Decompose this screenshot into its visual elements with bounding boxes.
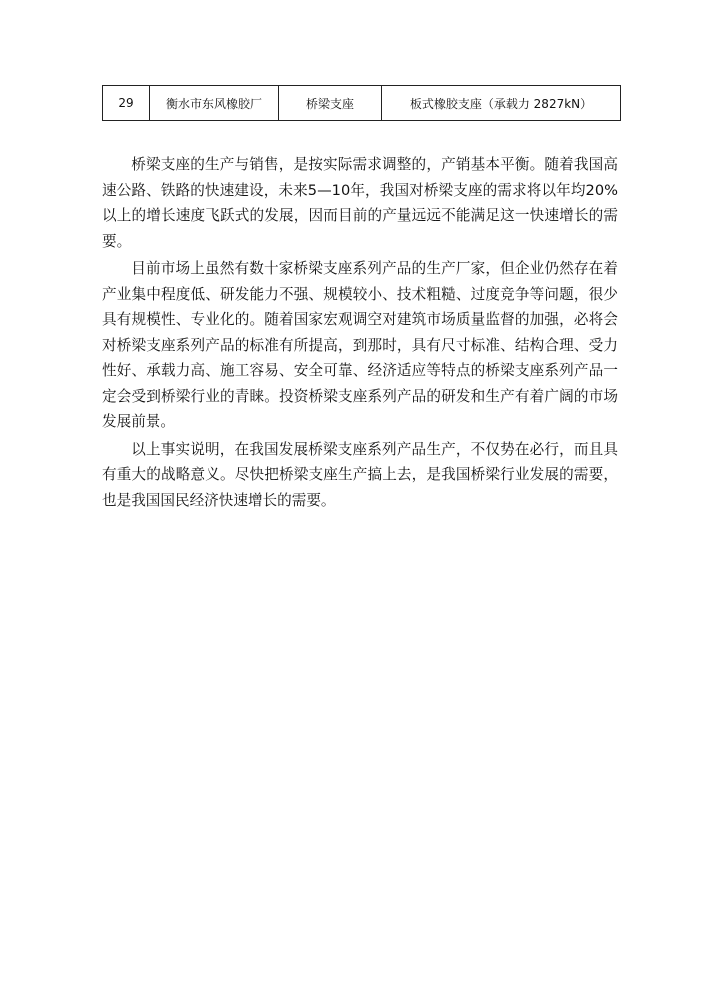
- table-cell-number: 29: [103, 86, 150, 121]
- table-cell-product-spec: 板式橡胶支座（承载力 2827kN）: [382, 86, 621, 121]
- table-cell-product-category: 桥梁支座: [279, 86, 382, 121]
- table-cell-manufacturer: 衡水市东风橡胶厂: [150, 86, 279, 121]
- paragraph: 目前市场上虽然有数十家桥梁支座系列产品的生产厂家，但企业仍然存在着产业集中程度低、研发能力不强、规模较小、技术粗糙、过度竞争等问题，很少具有规模性、专业化的。随着国家宏观调空对建筑市场质量监督的加强，必将会对桥梁支座系列产品的标准有所提高，到那时，具有尺寸标准、结构合理、受力性好、承载力高、施工容易、安全可靠、经济适应等特点的桥梁支座系列产品一定会受到桥梁行业的青睐。投资桥梁支座系列产品的研发和生产有着广阔的市场发展前景。: [102, 260, 618, 430]
- paragraph: 以上事实说明，在我国发展桥梁支座系列产品生产，不仅势在必行，而且具有重大的战略意义。尽快把桥梁支座生产搞上去，是我国桥梁行业发展的需要，也是我国国民经济快速增长的需要。: [102, 440, 618, 509]
- paragraph: 桥梁支座的生产与销售，是按实际需求调整的，产销基本平衡。随着我国高速公路、铁路的快速建设，未来5—10年，我国对桥梁支座的需求将以年均20%以上的增长速度飞跃式的发展，因而目前的产量远远不能满足这一快速增长的需要。: [102, 156, 618, 250]
- product-table: [102, 85, 621, 121]
- document-body: [102, 152, 618, 513]
- table-row: [103, 86, 621, 121]
